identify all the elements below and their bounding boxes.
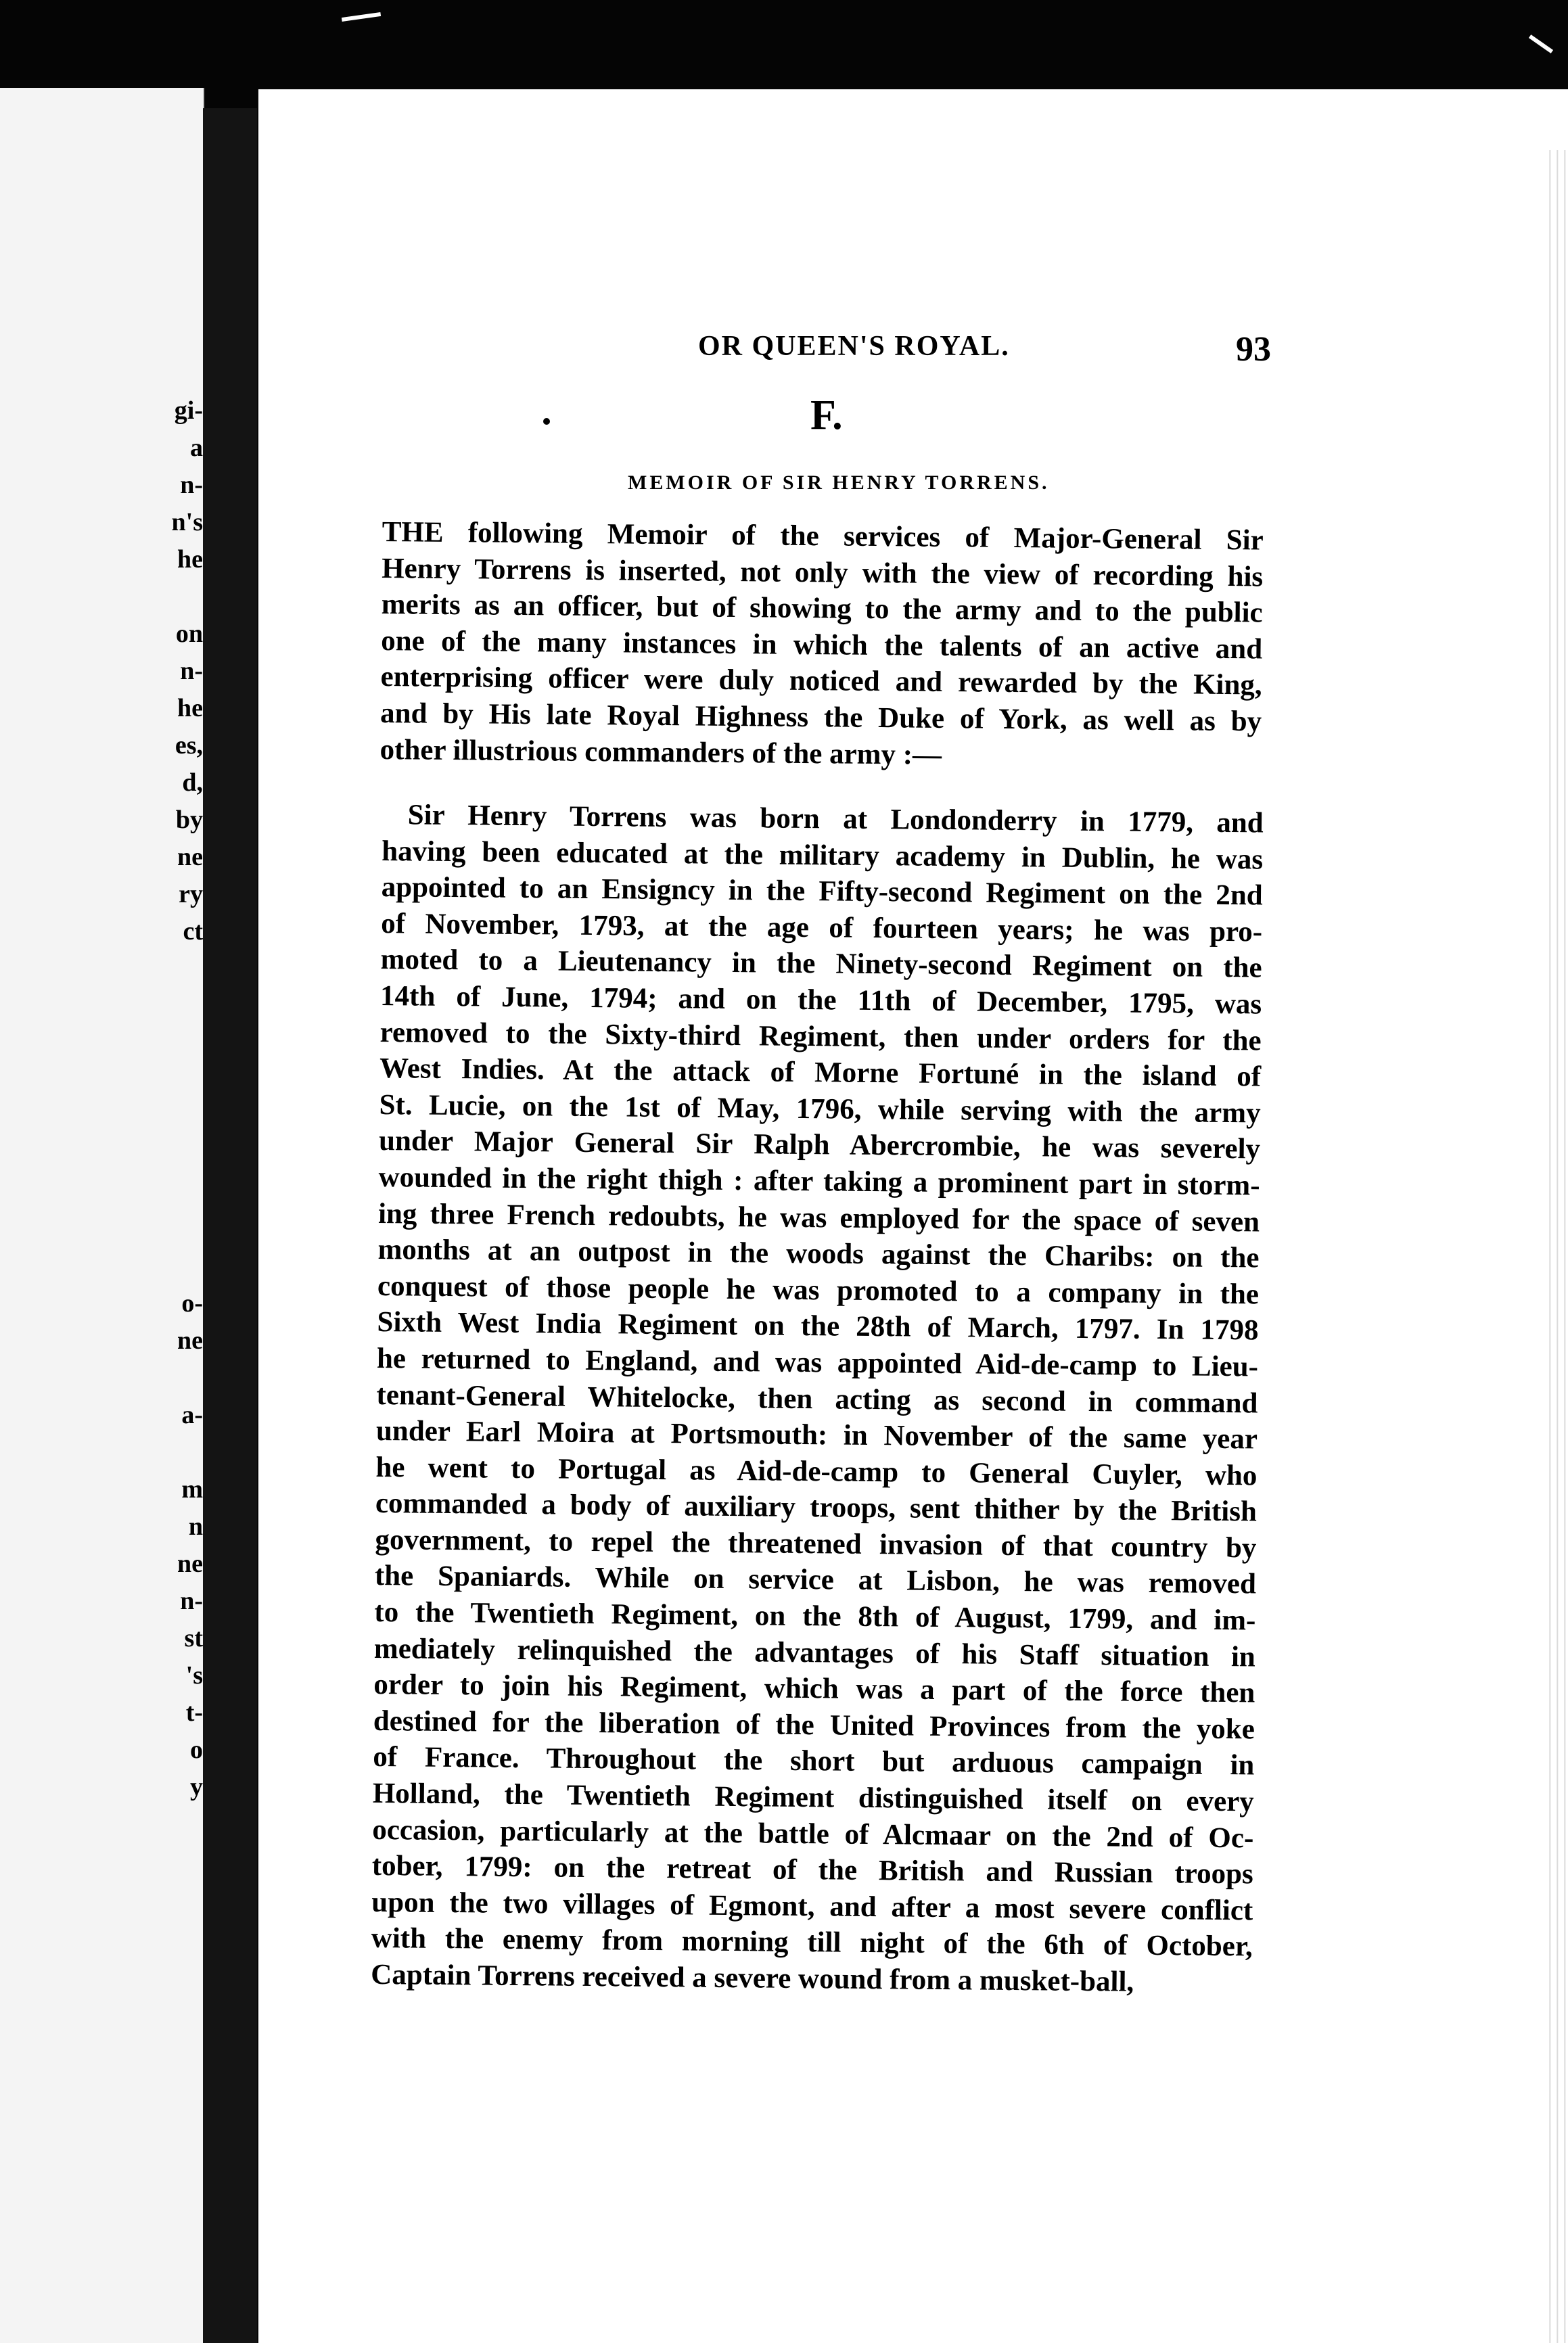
section-letter: F. bbox=[810, 392, 843, 438]
facing-page-fragment bbox=[152, 578, 203, 616]
body-line: having been educated at the military academy in Dublin, he was bbox=[382, 835, 1264, 876]
body-line: removed to the Sixty-third Regiment, then under orders for the bbox=[379, 1016, 1262, 1057]
body-line: Captain Torrens received a severe wound from a musket-ball, bbox=[371, 1958, 1134, 1998]
facing-page-fragment bbox=[152, 1211, 203, 1248]
intro-line: enterprising officer were duly noticed and rewarded by the King, bbox=[380, 661, 1262, 701]
body-line: government, to repel the threatened invasion of that country by bbox=[375, 1523, 1257, 1564]
body-line: commanded a body of auxiliary troops, sent thither by the British bbox=[375, 1487, 1258, 1528]
body-line: the Spaniards. While on service at Lisbon, he was removed bbox=[374, 1560, 1257, 1600]
book-gutter-shadow bbox=[203, 108, 257, 2343]
facing-page-fragment: ry bbox=[179, 880, 203, 908]
scan-corner-mark bbox=[342, 12, 381, 22]
facing-page-fragment bbox=[152, 1062, 203, 1099]
facing-page-fragment: n's bbox=[171, 508, 203, 536]
facing-page-fragment: y bbox=[190, 1773, 203, 1801]
body-line: mediately relinquished the advantages of his Staff situation in bbox=[373, 1632, 1256, 1673]
facing-page-fragment: m bbox=[181, 1475, 203, 1504]
body-line: under Major General Sir Ralph Abercrombie, he was severely bbox=[378, 1125, 1261, 1165]
body-line: appointed to an Ensigncy in the Fifty-second Regiment on the 2nd bbox=[381, 871, 1263, 912]
body-line: Sixth West India Regiment on the 28th of March, 1797. In 1798 bbox=[377, 1306, 1259, 1347]
facing-page-fragment: n- bbox=[180, 471, 203, 499]
body-line: conquest of those people he was promoted to a company in the bbox=[377, 1270, 1260, 1311]
facing-page-fragment: gi- bbox=[174, 396, 203, 425]
facing-page-fragment bbox=[152, 1360, 203, 1397]
body-line: he returned to England, and was appointed Aid-de-camp to Lieu- bbox=[376, 1342, 1259, 1383]
intro-paragraph bbox=[379, 514, 1264, 776]
body-line: order to join his Regiment, which was a part of the force then bbox=[373, 1669, 1255, 1709]
body-line: tober, 1799: on the retreat of the British and Russian troops bbox=[371, 1850, 1253, 1890]
facing-page-fragment: o- bbox=[181, 1289, 203, 1318]
facing-page-fragment: 's bbox=[185, 1661, 203, 1690]
body-line: ing three French redoubts, he was employed for the space of seven bbox=[377, 1197, 1260, 1238]
intro-line: one of the many instances in which the talents of an active and bbox=[380, 624, 1263, 666]
page-number: 93 bbox=[1236, 330, 1271, 369]
body-line: he went to Portugal as Aid-de-camp to General Cuyler, who bbox=[375, 1451, 1258, 1492]
body-line: months at an outpost in the woods against the Charibs: on the bbox=[377, 1234, 1260, 1274]
body-line: wounded in the right thigh : after taking a prominent part in storm- bbox=[378, 1161, 1260, 1202]
body-line: Holland, the Twentieth Regiment distinguished itself on every bbox=[372, 1777, 1255, 1818]
book-page bbox=[258, 89, 1568, 2343]
scan-corner-mark bbox=[1529, 34, 1553, 53]
body-line: upon the two villages of Egmont, and after a most severe conflict bbox=[371, 1886, 1253, 1927]
body-line: under Earl Moira at Portsmouth: in November of the same year bbox=[375, 1415, 1258, 1456]
facing-page-fragment bbox=[152, 988, 203, 1025]
body-line: to the Twentieth Regiment, on the 8th of August, 1799, and im- bbox=[374, 1596, 1256, 1637]
body-line: Sir Henry Torrens was born at Londonderry in 1779, and bbox=[407, 799, 1264, 839]
facing-page bbox=[0, 88, 204, 2343]
facing-page-fragment: a- bbox=[181, 1401, 203, 1429]
facing-page-fragment: on bbox=[175, 620, 203, 648]
facing-page-fragment bbox=[152, 1099, 203, 1136]
body-line: with the enemy from morning till night of the 6th of October, bbox=[371, 1922, 1253, 1963]
intro-line: other illustrious commanders of the army :— bbox=[379, 733, 942, 771]
memoir-heading: MEMOIR OF SIR HENRY TORRENS. bbox=[628, 471, 1050, 494]
facing-page-fragment: a bbox=[190, 434, 203, 462]
body-line: of France. Throughout the short but arduous campaign in bbox=[373, 1741, 1255, 1782]
facing-page-text-fragments bbox=[152, 392, 203, 1806]
facing-page-fragment: st bbox=[184, 1624, 203, 1652]
body-line: destined for the liberation of the United Provinces from the yoke bbox=[373, 1704, 1255, 1746]
facing-page-fragment: ne bbox=[177, 1326, 203, 1355]
facing-page-fragment: es, bbox=[175, 731, 203, 760]
facing-page-fragment: n- bbox=[180, 657, 203, 685]
body-line: moted to a Lieutenancy in the Ninety-second Regiment on the bbox=[380, 944, 1262, 984]
facing-page-fragment: d, bbox=[182, 768, 203, 797]
intro-line: and by His late Royal Highness the Duke of York, as well as by bbox=[379, 697, 1262, 738]
facing-page-fragment bbox=[152, 1434, 203, 1471]
facing-page-fragment: o bbox=[190, 1736, 203, 1764]
running-head: OR QUEEN'S ROYAL. bbox=[698, 331, 1010, 362]
intro-line: THE following Memoir of the services of Major-General Sir bbox=[382, 515, 1264, 557]
body-line: West Indies. At the attack of Morne Fortuné in the island of bbox=[379, 1052, 1262, 1093]
body-line: occasion, particularly at the battle of Alcmaar on the 2nd of Oc- bbox=[372, 1813, 1254, 1855]
facing-page-fragment: n bbox=[188, 1512, 203, 1541]
facing-page-fragment: ne bbox=[177, 843, 203, 871]
body-line: 14th of June, 1794; and on the 11th of December, 1795, was bbox=[379, 979, 1262, 1021]
intro-line: Henry Torrens is inserted, not only with the view of recording his bbox=[382, 552, 1264, 593]
facing-page-fragment: ct bbox=[183, 917, 203, 946]
facing-page-fragment bbox=[152, 1136, 203, 1174]
body-line: of November, 1793, at the age of fourteen years; he was pro- bbox=[380, 907, 1263, 948]
facing-page-fragment bbox=[152, 1025, 203, 1062]
ornamental-dot bbox=[543, 418, 550, 425]
intro-line: merits as an officer, but of showing to the army and to the public bbox=[381, 588, 1263, 629]
body-paragraph bbox=[371, 797, 1264, 2001]
facing-page-fragment bbox=[152, 950, 203, 988]
facing-page-fragment: he bbox=[177, 694, 203, 722]
facing-page-fragment: by bbox=[175, 806, 203, 834]
facing-page-fragment bbox=[152, 1174, 203, 1211]
facing-page-fragment: t- bbox=[185, 1698, 203, 1727]
body-line: St. Lucie, on the 1st of May, 1796, while serving with the army bbox=[379, 1088, 1261, 1130]
facing-page-fragment bbox=[152, 1248, 203, 1285]
facing-page-fragment: he bbox=[177, 545, 203, 574]
facing-page-fragment: ne bbox=[177, 1550, 203, 1578]
body-line: tenant-General Whitelocke, then acting as second in command bbox=[376, 1378, 1258, 1419]
facing-page-fragment: n- bbox=[180, 1587, 203, 1615]
page-edge-stack bbox=[1544, 150, 1568, 2343]
